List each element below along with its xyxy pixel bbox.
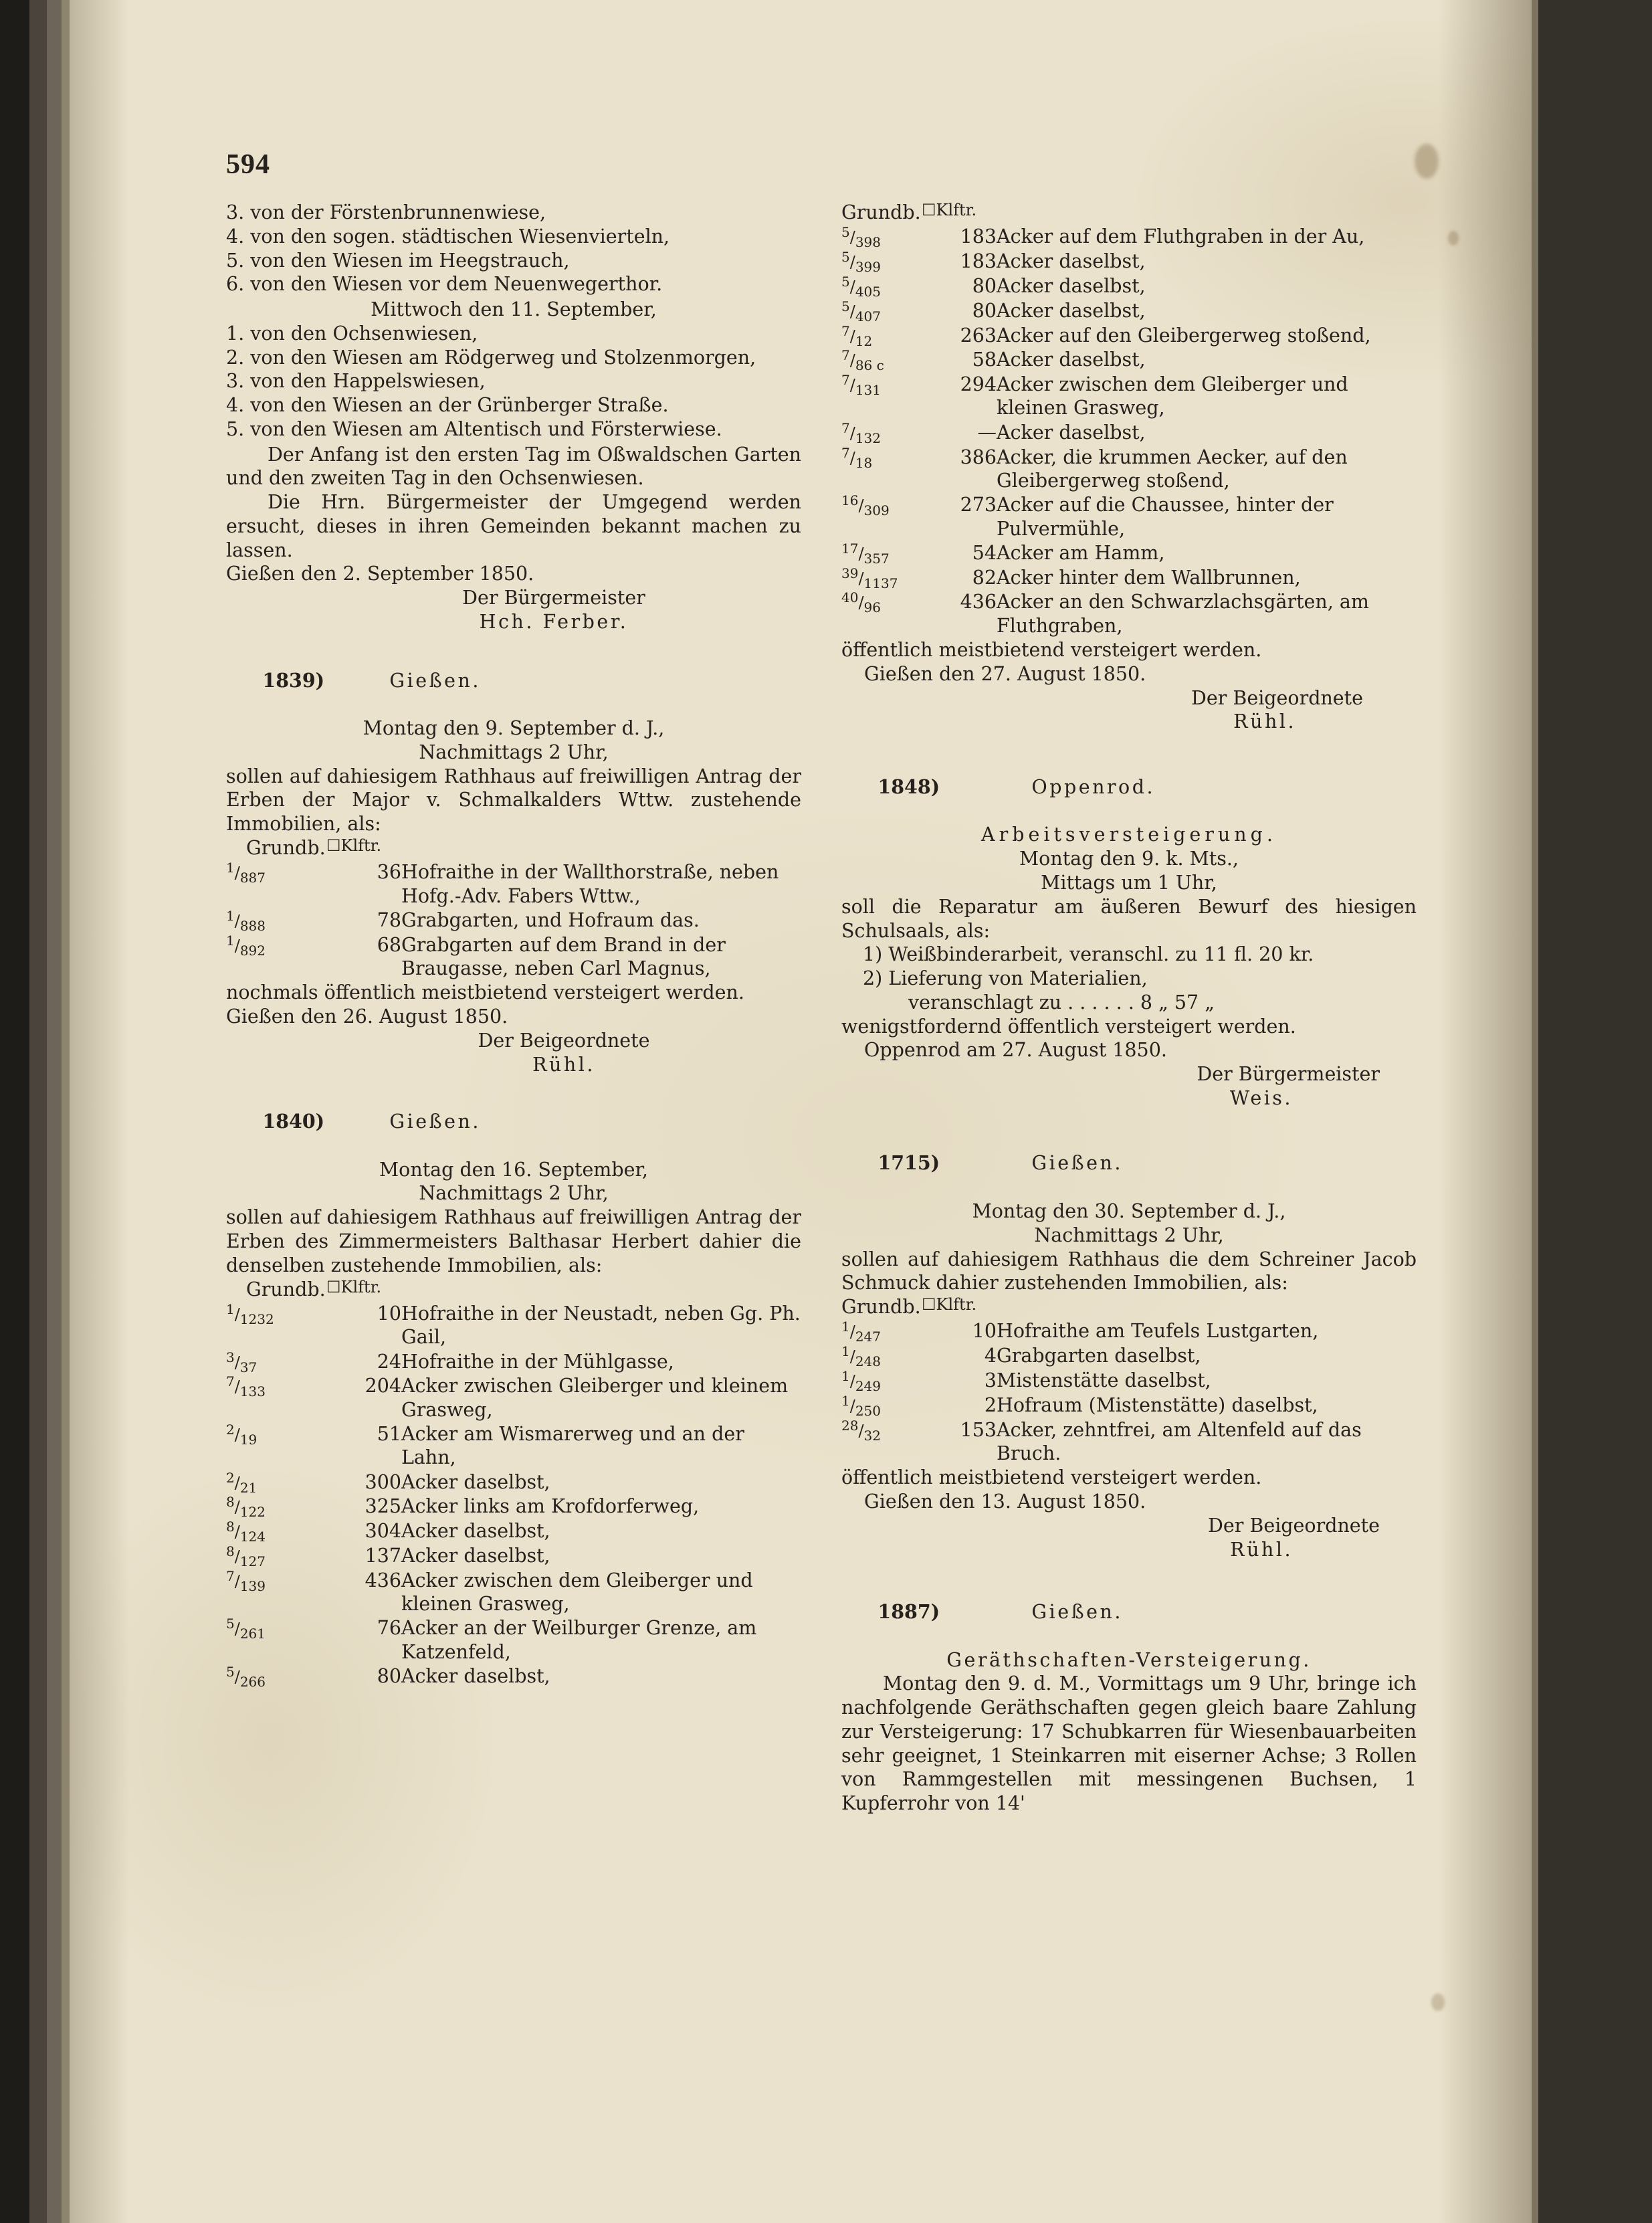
table-row xyxy=(841,324,1417,349)
parcel-klftr: 51 xyxy=(377,1422,401,1445)
parcel-grundbuch: $^1/_{247}$ xyxy=(841,1319,882,1345)
parcel-grundbuch: $^{16}/_{309}$ xyxy=(841,492,890,519)
notice-1715-time: Nachmittags 2 Uhr, xyxy=(1034,1224,1224,1246)
parcel-klftr: 54 xyxy=(972,541,997,564)
notice-1848-time: Mittags um 1 Uhr, xyxy=(1041,872,1217,894)
parcel-grundbuch: $^2/_{19}$ xyxy=(226,1421,257,1448)
table-row xyxy=(226,908,801,933)
parcel-grundbuch: $^1/_{250}$ xyxy=(841,1392,882,1419)
list-bottom xyxy=(226,322,801,442)
table-row xyxy=(841,1369,1417,1393)
table-row xyxy=(226,1422,801,1470)
notice-1887-header xyxy=(841,1576,1417,1648)
parcel-desc: Acker daselbst, xyxy=(997,274,1146,297)
notice-1715-sign-name: Rühl. xyxy=(1230,1538,1293,1561)
list-item: 3. von der Förstenbrunnenwiese, xyxy=(226,201,546,223)
left-column xyxy=(226,201,808,1690)
notice-1839-date-line: Gießen den 26. August 1850. xyxy=(226,1005,508,1028)
parcel-desc: Acker links am Krofdorferweg, xyxy=(401,1495,700,1518)
list-top xyxy=(226,201,801,296)
parcel-klftr: 304 xyxy=(365,1520,401,1543)
parcel-desc: Hofraithe in der Wallthorstraße, neben Hofg.-Adv. Fabers Wttw., xyxy=(401,861,779,907)
signature-role: Der Bürgermeister xyxy=(462,587,645,609)
parcel-desc: Acker zwischen dem Gleiberger und kleinen Grasweg, xyxy=(997,373,1348,419)
parcel-klftr: 80 xyxy=(377,1665,401,1688)
parcel-desc: Acker zwischen Gleiberger und kleinem Grasweg, xyxy=(401,1375,789,1421)
parcel-desc: Acker daselbst, xyxy=(997,299,1146,322)
parcel-desc: Acker auf den Gleibergerweg stoßend, xyxy=(997,324,1371,347)
col-header-grundbuch: Grundb. xyxy=(246,1278,326,1300)
parcel-grundbuch: $^5/_{405}$ xyxy=(841,273,882,300)
col-header-grundbuch: Grundb. xyxy=(841,201,921,223)
notice-1840-body: sollen auf dahiesigem Rathhaus auf freiwilligen Antrag der Erben des Zimmermeisters Balthasar Herbert dahier die denselben zustehende Immobilien, als: xyxy=(226,1206,808,1276)
col-header-klftr: ☐Klftr. xyxy=(326,836,382,855)
table-row xyxy=(226,1494,801,1519)
table-row xyxy=(841,1393,1417,1418)
parcel-klftr: 300 xyxy=(365,1470,401,1493)
notice-1848-header xyxy=(841,751,1417,823)
parcel-klftr: 4 xyxy=(984,1345,997,1367)
parcel-klftr: 204 xyxy=(365,1375,401,1397)
parcel-klftr: 325 xyxy=(365,1495,401,1518)
col-header-grundbuch: Grundb. xyxy=(841,1296,921,1319)
notice-1839-parcel-table xyxy=(226,836,801,981)
parcel-klftr: 153 xyxy=(960,1418,997,1441)
table-row xyxy=(841,348,1417,373)
parcel-desc: Acker daselbst, xyxy=(401,1665,550,1688)
col-header-klftr: ☐Klftr. xyxy=(922,201,977,219)
parcel-desc: Acker daselbst, xyxy=(401,1520,550,1543)
notice-place: Oppenrod. xyxy=(1031,775,1156,798)
table-row xyxy=(226,933,801,981)
parcel-klftr: 436 xyxy=(365,1569,401,1591)
table-row xyxy=(841,541,1417,566)
table-row xyxy=(841,373,1417,421)
parcel-grundbuch: $^8/_{124}$ xyxy=(226,1519,266,1545)
parcel-klftr: 436 xyxy=(960,591,997,613)
notice-1715-sign-role: Der Beigeordnete xyxy=(1207,1514,1380,1537)
continued-parcel-table xyxy=(841,201,1417,638)
parcel-grundbuch: $^7/_{133}$ xyxy=(226,1373,266,1400)
parcel-klftr: 80 xyxy=(972,274,997,297)
notice-1839-body: sollen auf dahiesigem Rathhaus auf freiwilligen Antrag der Erben der Major v. Schmalkalders Wttw. zustehende Immobilien, als: xyxy=(226,765,808,836)
notice-1715-header xyxy=(841,1128,1417,1199)
parcel-klftr: 80 xyxy=(972,299,997,322)
parcel-desc: Acker hinter dem Wallbrunnen, xyxy=(997,566,1301,589)
parcel-grundbuch: $^{40}/_{96}$ xyxy=(841,589,881,616)
right-column xyxy=(841,201,1423,1816)
parcel-desc: Acker auf dem Fluthgraben in der Au, xyxy=(997,225,1365,248)
parcel-grundbuch: $^7/_{139}$ xyxy=(226,1567,266,1594)
parcel-desc: Acker daselbst, xyxy=(997,349,1146,371)
parcel-grundbuch: $^7/_{12}$ xyxy=(841,322,873,349)
paragraph-anfang: Der Anfang ist den ersten Tag im Oßwaldschen Garten und den zweiten Tag in den Ochsenwiesen. xyxy=(226,443,808,490)
parcel-klftr: 2 xyxy=(984,1393,997,1416)
notice-place: Gießen. xyxy=(389,669,481,692)
notice-1839-header xyxy=(226,645,801,716)
notice-place: Gießen. xyxy=(1031,1152,1123,1175)
parcel-grundbuch: $^1/_{888}$ xyxy=(226,907,266,934)
parcel-grundbuch: $^2/_{21}$ xyxy=(226,1469,257,1496)
parcel-klftr: 76 xyxy=(377,1617,401,1640)
col-header-klftr: ☐Klftr. xyxy=(326,1277,382,1296)
table-row xyxy=(841,566,1417,591)
parcel-grundbuch: $^5/_{261}$ xyxy=(226,1616,266,1642)
parcel-grundbuch: $^7/_{18}$ xyxy=(841,444,873,471)
notice-number: 1848) xyxy=(877,775,940,798)
date-line: Gießen den 2. September 1850. xyxy=(226,563,534,585)
table-row xyxy=(226,1519,801,1544)
parcel-klftr: 137 xyxy=(365,1545,401,1567)
notice-1848-sign-name: Weis. xyxy=(1229,1086,1293,1109)
parcel-klftr: 82 xyxy=(972,566,997,589)
parcel-grundbuch: $^8/_{122}$ xyxy=(226,1494,266,1521)
table-row xyxy=(841,1344,1417,1369)
parcel-desc: Grabgarten daselbst, xyxy=(997,1345,1201,1367)
parcel-grundbuch: $^1/_{892}$ xyxy=(226,932,266,959)
notice-1715-body: sollen auf dahiesigem Rathhaus die dem Schreiner Jacob Schmuck dahier zustehenden Immobilien, als: xyxy=(841,1248,1423,1294)
notice-1848-item: 2) Lieferung von Materialien, xyxy=(863,967,1148,990)
notice-place: Gießen. xyxy=(389,1110,481,1133)
parcel-desc: Acker am Hamm, xyxy=(997,541,1165,564)
list-item: 5. von den Wiesen im Heegstrauch, xyxy=(226,249,570,272)
parcel-grundbuch: $^5/_{266}$ xyxy=(226,1664,266,1690)
notice-number: 1840) xyxy=(262,1110,325,1133)
parcel-klftr: — xyxy=(977,421,997,444)
table-row xyxy=(226,1302,801,1350)
table-row xyxy=(226,1544,801,1569)
parcel-desc: Hofraithe in der Neustadt, neben Gg. Ph. Gail, xyxy=(401,1302,801,1349)
notice-1839-date: Montag den 9. September d. J., xyxy=(363,717,665,740)
parcel-desc: Mistenstätte daselbst, xyxy=(997,1369,1211,1391)
table-row xyxy=(841,274,1417,299)
parcel-klftr: 183 xyxy=(960,225,997,248)
parcel-grundbuch: $^5/_{407}$ xyxy=(841,298,882,324)
notice-1715-date-line: Gießen den 13. August 1850. xyxy=(864,1490,1146,1513)
table-row xyxy=(841,225,1417,250)
parcel-klftr: 10 xyxy=(377,1302,401,1325)
table-row xyxy=(841,250,1417,274)
list-item: 4. von den sogen. städtischen Wiesenvierteln, xyxy=(226,225,670,248)
notice-1848-date: Montag den 9. k. Mts., xyxy=(1019,848,1239,870)
parcel-grundbuch: $^1/_{1232}$ xyxy=(226,1300,274,1327)
notice-1848-sign-role: Der Bürgermeister xyxy=(1197,1063,1380,1086)
parcel-grundbuch: $^{17}/_{357}$ xyxy=(841,540,890,567)
continued-sign-name: Rühl. xyxy=(1233,710,1296,733)
notice-1715-date: Montag den 30. September d. J., xyxy=(972,1199,1286,1222)
parcel-grundbuch: $^{39}/_{1137}$ xyxy=(841,565,898,591)
parcel-klftr: 183 xyxy=(960,250,997,273)
parcel-grundbuch: $^1/_{887}$ xyxy=(226,860,266,886)
parcel-desc: Acker auf die Chaussee, hinter der Pulvermühle, xyxy=(997,494,1334,540)
parcel-grundbuch: $^8/_{127}$ xyxy=(226,1543,266,1569)
continued-closing: öffentlich meistbietend versteigert werden. xyxy=(841,639,1262,662)
parcel-desc: Grabgarten auf dem Brand in der Braugasse, neben Carl Magnus, xyxy=(401,933,726,980)
parcel-klftr: 58 xyxy=(972,349,997,371)
parcel-desc: Hofraithe in der Mühlgasse, xyxy=(401,1350,674,1373)
notice-1840-date: Montag den 16. September, xyxy=(379,1158,648,1181)
parcel-klftr: 36 xyxy=(377,861,401,884)
parcel-klftr: 273 xyxy=(960,494,997,516)
table-row xyxy=(226,1350,801,1375)
page-number: 594 xyxy=(226,149,270,180)
continued-date: Gießen den 27. August 1850. xyxy=(864,662,1146,685)
parcel-desc: Hofraithe am Teufels Lustgarten, xyxy=(997,1320,1319,1343)
parcel-desc: Hofraum (Mistenstätte) daselbst, xyxy=(997,1393,1318,1416)
notice-1887-heading: Geräthschaften-Versteigerung. xyxy=(946,1648,1312,1671)
notice-1848-heading: Arbeitsversteigerung. xyxy=(981,824,1277,846)
notice-1848-date-line: Oppenrod am 27. August 1850. xyxy=(864,1039,1167,1062)
signature-name: Hch. Ferber. xyxy=(479,611,629,634)
list-item: 2. von den Wiesen am Rödgerweg und Stolzenmorgen, xyxy=(226,346,756,369)
table-row xyxy=(226,1470,801,1495)
notice-1848-item: veranschlagt zu . . . . . . 8 „ 57 „ xyxy=(908,991,1215,1013)
table-row xyxy=(226,860,801,908)
col-header-klftr: ☐Klftr. xyxy=(922,1295,977,1315)
parcel-grundbuch: $^7/_{132}$ xyxy=(841,419,882,446)
parcel-desc: Acker am Wismarerweg und an der Lahn, xyxy=(401,1422,744,1469)
table-row xyxy=(226,1616,801,1664)
list-item: 3. von den Happelswiesen, xyxy=(226,370,486,393)
list-item: 4. von den Wiesen an der Grünberger Straße. xyxy=(226,394,669,417)
notice-place: Gießen. xyxy=(1031,1601,1123,1624)
notice-1848-closing: wenigstfordernd öffentlich versteigert werden. xyxy=(841,1015,1296,1038)
notice-1839-sign-role: Der Beigeordnete xyxy=(478,1029,650,1052)
table-header-row xyxy=(226,1278,801,1302)
parcel-desc: Acker daselbst, xyxy=(997,250,1146,273)
table-row xyxy=(226,1664,801,1689)
parcel-desc: Acker an den Schwarzlachsgärten, am Fluthgraben, xyxy=(997,591,1369,637)
parcel-grundbuch: $^5/_{399}$ xyxy=(841,249,882,275)
notice-1715-parcel-table xyxy=(841,1295,1417,1466)
notice-1887-body: Montag den 9. d. M., Vormittags um 9 Uhr, bringe ich nachfolgende Geräthschaften gegen gleich baare Zahlung zur Versteigerung: 17 Schubkarren für Wiesenbauarbeiten sehr geeignet, 1 Steinkarren mit eiserner Achse; 3 Rollen von Rammgestellen mit messingenen Buchsen, 1 Kupferrohr von 14' xyxy=(841,1672,1423,1815)
notice-1848-body: soll die Reparatur am äußeren Bewurf des hiesigen Schulsaals, als: xyxy=(841,895,1423,942)
list-item: 6. von den Wiesen vor dem Neuenwegerthor. xyxy=(226,273,663,296)
parcel-desc: Grabgarten, und Hofraum das. xyxy=(401,908,700,931)
list-item: 1. von den Ochsenwiesen, xyxy=(226,322,478,345)
table-header-row xyxy=(841,1295,1417,1319)
table-row xyxy=(841,446,1417,494)
parcel-desc: Acker daselbst, xyxy=(997,421,1146,444)
parcel-klftr: 386 xyxy=(960,446,997,468)
notice-1839-time: Nachmittags 2 Uhr, xyxy=(419,741,609,763)
parcel-grundbuch: $^{28}/_{32}$ xyxy=(841,1417,881,1444)
parcel-klftr: 78 xyxy=(377,908,401,931)
parcel-desc: Acker daselbst, xyxy=(401,1545,550,1567)
list-item: 5. von den Wiesen am Altentisch und Försterwiese. xyxy=(226,417,722,440)
parcel-grundbuch: $^1/_{249}$ xyxy=(841,1367,882,1394)
table-row xyxy=(841,1418,1417,1466)
notice-number: 1839) xyxy=(262,668,325,692)
parcel-grundbuch: $^1/_{248}$ xyxy=(841,1343,882,1369)
notice-1839-closing: nochmals öffentlich meistbietend versteigert werden. xyxy=(226,981,744,1004)
table-row xyxy=(841,590,1417,638)
parcel-desc: Acker, zehntfrei, am Altenfeld auf das Bruch. xyxy=(997,1418,1362,1464)
notice-1848-item: 1) Weißbinderarbeit, veranschl. zu 11 fl. 20 kr. xyxy=(863,943,1314,966)
notice-1840-time: Nachmittags 2 Uhr, xyxy=(419,1182,609,1205)
parcel-klftr: 24 xyxy=(377,1350,401,1373)
parcel-klftr: 263 xyxy=(960,324,997,347)
notice-1715-closing: öffentlich meistbietend versteigert werden. xyxy=(841,1466,1262,1489)
table-row xyxy=(841,493,1417,541)
parcel-grundbuch: $^3/_{37}$ xyxy=(226,1349,257,1375)
notice-1840-parcel-table xyxy=(226,1278,801,1689)
parcel-klftr: 3 xyxy=(984,1369,997,1391)
continued-sign-role: Der Beigeordnete xyxy=(1191,686,1363,709)
parcel-grundbuch: $^7/_{131}$ xyxy=(841,372,882,398)
table-row xyxy=(226,1569,801,1617)
notice-number: 1715) xyxy=(877,1151,940,1175)
parcel-desc: Acker an der Weilburger Grenze, am Katzenfeld, xyxy=(401,1617,757,1663)
parcel-desc: Acker, die krummen Aecker, auf den Gleibergerweg stoßend, xyxy=(997,446,1348,492)
notice-1840-header xyxy=(226,1086,801,1157)
parcel-klftr: 68 xyxy=(377,933,401,956)
table-row xyxy=(226,1374,801,1422)
parcel-grundbuch: $^5/_{398}$ xyxy=(841,224,882,251)
paragraph-buergermeister: Die Hrn. Bürgermeister der Umgegend werden ersucht, dieses in ihren Gemeinden bekannt machen zu lassen. xyxy=(226,491,808,561)
parcel-grundbuch: $^7/_{86 c}$ xyxy=(841,347,884,374)
table-header-row xyxy=(226,836,801,860)
parcel-klftr: 10 xyxy=(972,1320,997,1343)
table-row xyxy=(841,299,1417,324)
table-row xyxy=(841,1319,1417,1344)
parcel-desc: Acker zwischen dem Gleiberger und kleinen Grasweg, xyxy=(401,1569,753,1616)
notice-number: 1887) xyxy=(877,1600,940,1624)
col-header-grundbuch: Grundb. xyxy=(246,836,326,859)
parcel-klftr: 294 xyxy=(960,373,997,396)
notice-1839-sign-name: Rühl. xyxy=(532,1053,595,1076)
parcel-desc: Acker daselbst, xyxy=(401,1470,550,1493)
table-header-row xyxy=(841,201,1417,225)
subheading-date: Mittwoch den 11. September, xyxy=(371,298,657,321)
table-row xyxy=(841,421,1417,446)
